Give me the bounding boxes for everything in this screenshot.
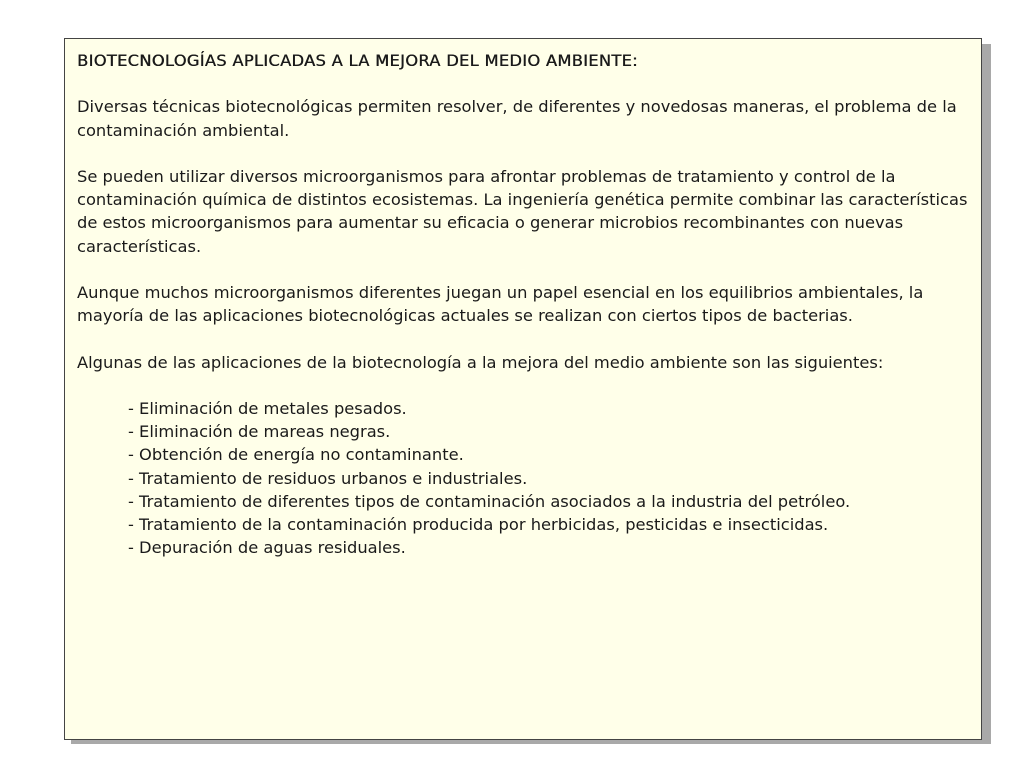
list-item: - Obtención de energía no contaminante. [128,445,464,465]
paragraph-microorganisms: Se pueden utilizar diversos microorganismos para afrontar problemas de tratamiento y control de la contaminación química de distintos ecosistemas. La ingeniería genética permite combinar las características de estos microorganismos para aumentar su eficacia o generar microbios recombinantes con nuevas características. [77,166,968,256]
text-box [64,38,982,740]
list-item: - Tratamiento de residuos urbanos e industriales. [128,468,528,488]
paragraph-applications-intro: Algunas de las aplicaciones de la biotecnología a la mejora del medio ambiente son las siguientes: [77,352,884,372]
applications-list [128,397,928,559]
paragraph-intro: Diversas técnicas biotecnológicas permiten resolver, de diferentes y novedosas maneras, el problema de la contaminación ambiental. [77,97,957,140]
list-item: - Eliminación de mareas negras. [128,422,391,442]
list-item: - Eliminación de metales pesados. [128,398,407,418]
list-item: - Tratamiento de la contaminación producida por herbicidas, pesticidas e insecticidas. [128,514,829,534]
document-title: BIOTECNOLOGÍAS APLICADAS A LA MEJORA DEL MEDIO AMBIENTE: [77,51,638,70]
list-item: - Tratamiento de diferentes tipos de contaminación asociados a la industria del petróleo. [128,491,851,511]
paragraph-bacteria: Aunque muchos microorganismos diferentes juegan un papel esencial en los equilibrios ambientales, la mayoría de las aplicaciones biotecnológicas actuales se realizan con ciertos tipos de bacterias. [77,282,924,326]
list-item: - Depuración de aguas residuales. [128,538,406,558]
